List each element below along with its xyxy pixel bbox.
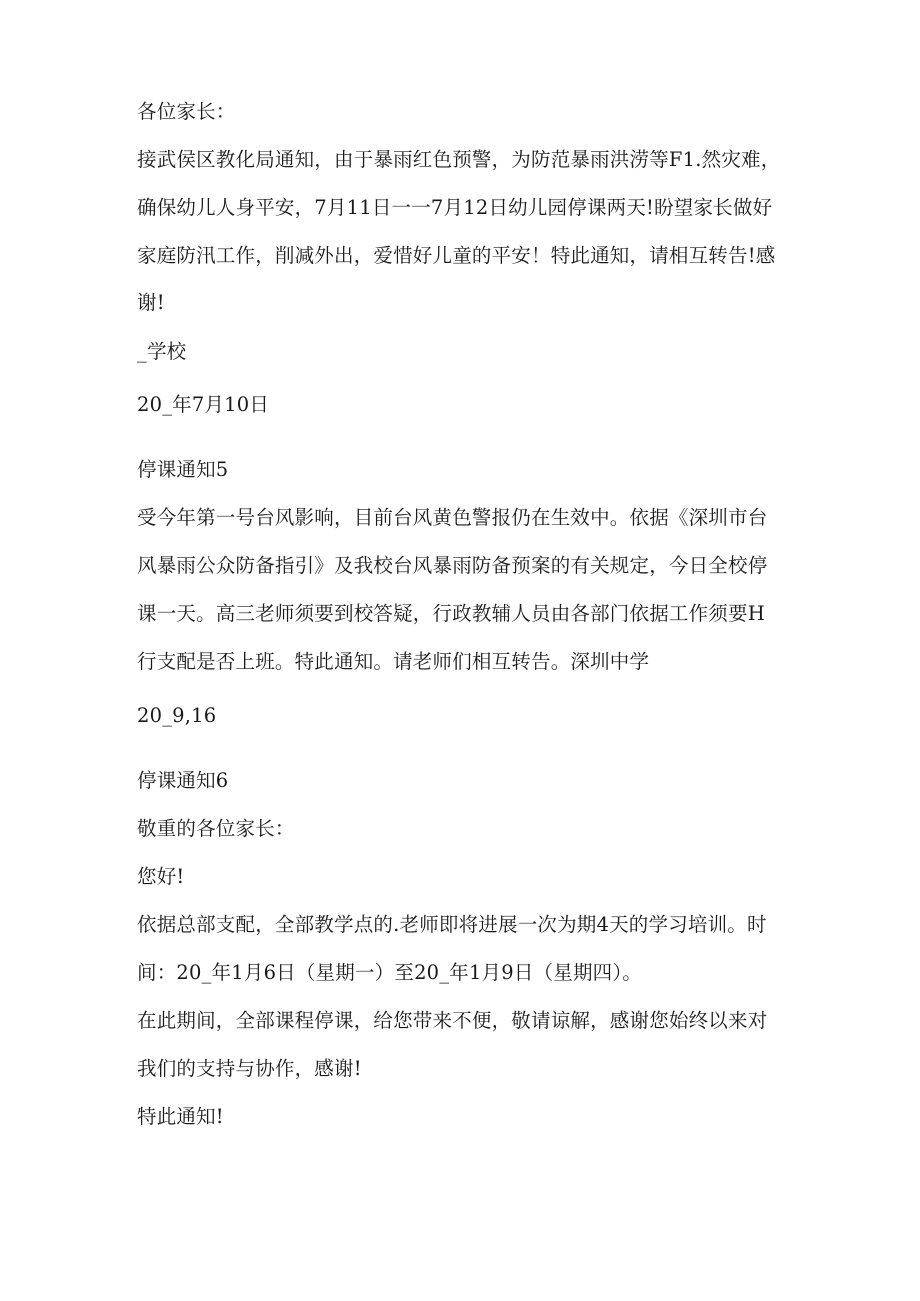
notice6-para1-line: 依据总部支配，全部教学点的.老师即将进展一次为期4天的学习培训。时 (137, 913, 767, 936)
notice5-body-line: 课一天。高三老师须要到校答疑，行政教辅人员由各部门依据工作须要H (137, 602, 765, 625)
notice6-para1-line: 间：20_年1月6日（星期一）至20_年1月9日（星期四）。 (137, 961, 643, 984)
notice6-closing: 特此通知! (137, 1105, 224, 1128)
notice5-title: 停课通知5 (137, 458, 229, 481)
notice4-salutation: 各位家长： (137, 100, 236, 123)
notice6-salutation: 敬重的各位家长： (137, 817, 295, 840)
notice4-signature: _学校 (137, 340, 187, 363)
notice6-greeting: 您好! (137, 865, 185, 888)
notice5-body-line: 行支配是否上班。特此通知。请老师们相互转告。深圳中学 (137, 650, 650, 673)
notice4-date: 20_年7月10日 (137, 393, 270, 416)
notice4-body-line: 确保幼儿人身平安，7月11日一一7月12日幼儿园停课两天!盼望家长做好 (137, 196, 773, 219)
notice6-para2-line: 在此期间，全部课程停课，给您带来不便，敬请谅解，感谢您始终以来对 (137, 1009, 768, 1032)
notice6-title: 停课通知6 (137, 769, 229, 792)
notice4-body-line: 家庭防汛工作，削减外出，爱惜好儿童的平安！特此通知，请相互转告!感 (137, 244, 776, 267)
notice5-body-line: 风暴雨公众防备指引》及我校台风暴雨防备预案的有关规定，今日全校停 (137, 554, 768, 577)
notice6-para2-line: 我们的支持与协作，感谢! (137, 1057, 362, 1080)
notice5-body-line: 受今年第一号台风影响，目前台风黄色警报仍在生效中。依据《深圳市台 (137, 506, 768, 529)
notice4-body-line: 谢! (137, 291, 165, 314)
notice5-date: 20_9,16 (137, 704, 217, 727)
notice4-body-line: 接武侯区教化局通知，由于暴雨红色预警，为防范暴雨洪涝等F1.然灾难， (137, 148, 781, 171)
